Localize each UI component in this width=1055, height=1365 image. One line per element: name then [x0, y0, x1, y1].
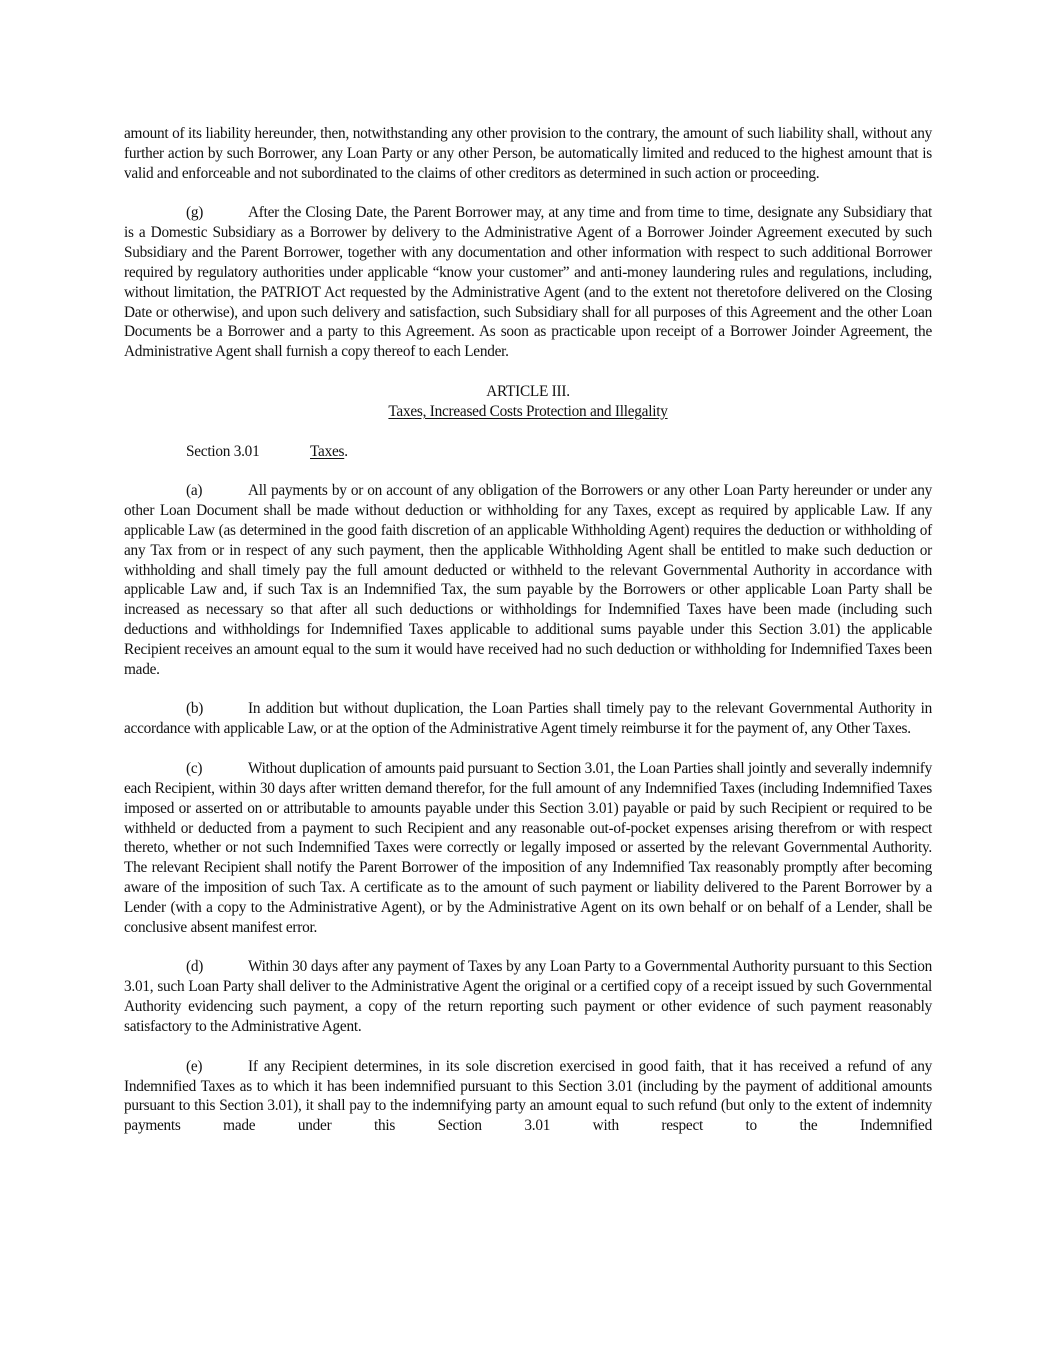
paragraph-text: Within 30 days after any payment of Taxes by any Loan Party to a Governmental Authority pursuant to this Section 3.01, such Loan Party shall deliver to the Administrative Agent the original or a certified copy of a receipt issued by such Governmental Authority evidencing such payment, a copy of the return reporting such payment or other evidence of such payment reasonably satisfactory to the Administrative Agent.	[124, 958, 932, 1035]
section-title-suffix: .	[344, 442, 348, 460]
paragraph-d	[124, 957, 932, 1036]
paragraph-e	[124, 1057, 932, 1136]
paragraph-label: (b)	[186, 700, 204, 718]
spacer	[124, 362, 932, 382]
paragraph-b	[124, 699, 932, 739]
article-heading	[124, 382, 932, 422]
paragraph-text: Without duplication of amounts paid pursuant to Section 3.01, the Loan Parties shall jointly and severally indemnify each Recipient, within 30 days after written demand therefor, for the full amount of any Indemnified Taxes (including Indemnified Taxes imposed or asserted on or attributable to amounts payable under this Section 3.01) payable or paid by such Recipient or required to be withheld or deducted from a payment to such Recipient and any reasonable out-of-pocket expenses arising therefrom or with respect thereto, whether or not such Indemnified Taxes were correctly or legally imposed or asserted by the relevant Governmental Authority. The relevant Recipient shall notify the Parent Borrower of the imposition of any Indemnified Tax reasonably promptly after becoming aware of the imposition of such Tax. A certificate as to the amount of such payment or liability delivered to the Parent Borrower by a Lender (with a copy to the Administrative Agent), or by the Administrative Agent on its own behalf or on behalf of a Lender, shall be conclusive absent manifest error.	[124, 760, 932, 936]
spacer	[124, 1037, 932, 1057]
paragraph-c	[124, 759, 932, 938]
paragraph-label: (e)	[186, 1057, 203, 1075]
section-heading	[124, 442, 932, 462]
document-page	[124, 124, 932, 1136]
section-title: Taxes	[310, 442, 345, 460]
paragraph-label: (g)	[186, 204, 204, 222]
spacer	[124, 422, 932, 442]
paragraph-label: (a)	[186, 482, 203, 500]
section-number: Section 3.01	[186, 442, 260, 460]
continuation-paragraph: amount of its liability hereunder, then, notwithstanding any other provision to the contrary, the amount of such liability shall, without any further action by such Borrower, any Loan Party or any other Person, be automatically limited and reduced to the highest amount that is valid and enforceable and not subordinated to the claims of other creditors as determined in such action or proceeding.	[124, 125, 932, 182]
article-title: Taxes, Increased Costs Protection and Illegality	[388, 402, 668, 420]
paragraph-a	[124, 481, 932, 679]
paragraph-text: After the Closing Date, the Parent Borrower may, at any time and from time to time, designate any Subsidiary that is a Domestic Subsidiary as a Borrower by delivery to the Administrative Agent of a Borrower Joinder Agreement executed by such Subsidiary and the Parent Borrower, together with any documentation and other information with respect to such additional Borrower required by regulatory authorities under applicable “know your customer” and anti-money laundering rules and regulations, including, without limitation, the PATRIOT Act requested by the Administrative Agent (and to the extent not theretofore delivered on the Closing Date or otherwise), and upon such delivery and satisfaction, such Subsidiary shall for all purposes of this Agreement and the other Loan Documents be a Borrower and a party to this Agreement. As soon as practicable upon receipt of a Borrower Joinder Agreement, the Administrative Agent shall furnish a copy thereof to each Lender.	[124, 204, 932, 361]
paragraph-text: If any Recipient determines, in its sole discretion exercised in good faith, that it has received a refund of any Indemnified Taxes as to which it has been indemnified pursuant to this Section 3.01 (including by the payment of additional amounts pursuant to this Section 3.01), it shall pay to the indemnifying party an amount equal to such refund (but only to the extent of indemnity payments made under this Section 3.01 with respect to the Indemnified	[124, 1057, 932, 1135]
paragraph-g	[124, 203, 932, 362]
spacer	[124, 938, 932, 958]
spacer	[124, 461, 932, 481]
paragraph-label: (d)	[186, 958, 204, 976]
article-number: ARTICLE III.	[486, 382, 570, 400]
spacer	[124, 184, 932, 204]
paragraph-text: All payments by or on account of any obligation of the Borrowers or any other Loan Party hereunder or under any other Loan Document shall be made without deduction or withholding for any Taxes, except as required by applicable Law. If any applicable Law (as determined in the good faith discretion of an applicable Withholding Agent) requires the deduction or withholding of any Tax from or in respect of any such payment, then the applicable Withholding Agent shall be entitled to make such deduction or withholding and shall timely pay the full amount deducted or withheld to the relevant Governmental Authority in accordance with applicable Law and, if such Tax is an Indemnified Tax, the sum payable by the Borrowers or other applicable Loan Party shall be increased as necessary so that after all such deductions or withholdings for Indemnified Taxes have been made (including such deductions and withholdings for Indemnified Taxes applicable to additional sums payable under this Section 3.01) the applicable Recipient receives an amount equal to the sum it would have received had no such deduction or withholding for Indemnified Taxes been made.	[124, 482, 932, 678]
spacer	[124, 739, 932, 759]
paragraph-text: In addition but without duplication, the Loan Parties shall timely pay to the relevant Governmental Authority in accordance with applicable Law, or at the option of the Administrative Agent timely reimburse it for the payment of, any Other Taxes.	[124, 700, 932, 738]
spacer	[124, 680, 932, 700]
paragraph-label: (c)	[186, 760, 203, 777]
